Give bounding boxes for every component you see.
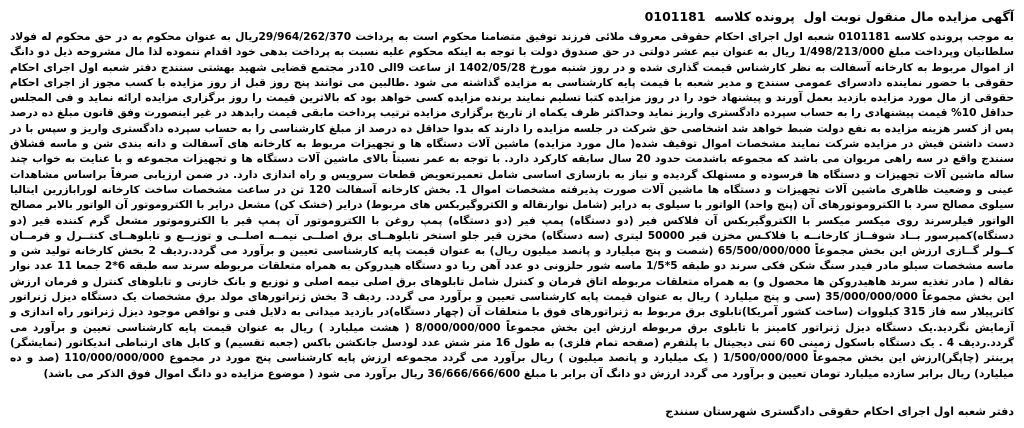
notice-title: آگهی مزایده مال منقول نوبت اول xyxy=(803,9,1014,24)
notice-title-line xyxy=(10,8,1014,26)
file-label: پرونده کلاسه xyxy=(714,9,795,24)
notice-signature: دفتر شعبه اول اجرای احکام حقوقی دادگستری شهرستان سنندج xyxy=(665,405,1014,418)
notice-body: به موجب پرونده کلاسه 0101181 شعبه اول اجرای احکام حقوقی معروف ملائی فرزند توفیق متضامنا محکوم است به پرداخت 29/964/262/370ریال به عنوان محکوم به در حق محکوم له فولاد سلطانیان وپرداخت مبلغ 1/498/213/000 ریال به عنوان نیم عشر دولتی در حق صندوق دولت با توجه به اینکه محکوم علیه نسبت به پرداخت بدهی خود اقدام ننموده لذا مال مشروحه ذیل دو دانگ از اموال مربوط به کارخانه آسفالت به نظر کارشناس قیمت گذاری شده و در روز شنبه مورخ 1402/05/28 از ساعت 9الی 10در مجتمع قضایی شهید بهشتی سنندج دفتر شعبه اول اجرای احکام حقوقی با حضور نماینده دادسرای عمومی سنندج و مدیر شعبه با قیمت پایه کارشناسی به مزایده گذاشته می شود .طالبین می توانند پنج روز قبل از روز مزایده با کسب مجوز از اجرای احکام حقوقی از مال مورد مزایده بازدید بعمل آورند و پیشنهاد خود را در روز مزایده کتبا تسلیم نمایند برنده مزایده کسی خواهد بود که بالاترین قیمت را روز برگزاری مزایده ارائه نماید و فی المجلس حداقل 10% قیمت پیشنهادی را به حساب سپرده دادگستری واریز نماید وحداکثر ظرف یکماه از تاریخ برگزاری مزایده ترتیب پرداخت مابقی قیمت رابدهد در غیر اینصورت وفق قانون مبلغ ده درصد پس از کسر هزینه مزایده به نفع دولت ضبط خواهد شد اشخاصی حق شرکت در جلسه مزایده را دارند که بدوا حداقل ده درصد از مبلغ کارشناسی را به حساب سپرده دادگستری واریز و سپس با در دست داشتن فیش در مزایده شرکت نمایند مشخصات اموال توقیف شده( مال مورد مزایده) ماشین آلات دستگاه ها و تجهیزات مربوط به کارخانه های آسفالت و دانه بندی شن و ماسه قشلاق سنندج واقع در سه راهی مریوان می باشد که مجموعه باشدمت حدود 20 سال سابقه کارکرد دارد. با توجه به عمر نسبتاً بالای ماشین آلات دستگاه ها و تجهیزات مجموعه و با عنایت به خواب چند ساله ماشین آلات تجهیزات و دستگاه ها فرسوده و مستهلک گردیده و نیاز به بازسازی اساسی شامل تعمیرتعویض قطعات سرویس و راه اندازی دارد. در ضمن ارزیابی صرفاً براساس مشاهدات عینی و وضعیت ظاهری ماشین آلات تجهیزات و دستگاه ها ماشین آلات صورت پذیرفته مشخصات اموال 1. بخش کارخانه آسفالت 120 تن در ساعت مشخصات ساخت کارخانه لورابازرین ایتالیا سیلوی مصالح سرد با الکتروموتورهای آن (پنج واحد) الواتور با سیلوی به درایر (شامل نوارنقاله و الکتروگیربکس های مربوط) درایر (خشک کن) مشعل درایر با الکتروموتور آن الواتور بالابر مصالح الواتور فیلرسرند روی میکسر میکسر با الکتروگیربکس آن فلاکس فیر (دو دستگاه) پمپ فیر (دو دستگاه) پمپ روغن با الکتروموتور آن پمپ قیر با الکتروموتور مشعل گرم کننده قیر (دو دستگاه)کمپرسور بــاد شوفــاژ کارخانــه با فلاکـس مخزن قیر 50000 لیتری (سه دستگاه) مخزن قیر جلو استخر تابلوهــای برق اصلــی نیمــه اصلــی و توزیــع و تابلوهــای کنتــرل و فرمــان کــولر گــازی ارزش این بخش مجموعاً 65/500/000/000 (شصت و پنج میلیارد و پانصد میلیون ریال) به عنوان قیمت پایه کارشناسی تعیین و برآورد می گردد.ردیف 2 بخش کارخانه تولید شن و ماسه مشخصات سیلو مادر فیدر سنگ شکن فکی سرند دو طبقه 5*1/5 ماسه شور حلزونی دو عدد آهن ربا دو دستگاه هیدروکن به همراه متعلقات مربوطه سرند سه طبقه 6*2 جمعا 11 عدد نوار نقاله ( مادر تغذیه سرند هاهیدروکن ها محصول و) به همراه متعلقات مربوطه اتاق فرمان و کنترل شامل تابلوهای برق اصلی نیمه اصلی و توزیع و بانک خازنی و تابلوهای کنترل و فرمان ارزش این بخش مجموعاً 35/000/000/000 (سی و پنج میلیارد ) ریال به عنوان قیمت پایه کارشناسی تعیین و برآورد می گردد. ردیف 3 بخش ژنراتورهای مولد برق مشخصات یک دستگاه دیزل ژنراتور کاترپیلار سه فاز 315 کیلووات (ساخت کشور آمریکا)تابلوی برق مربوط به ژنراتورهای فوق با متعلقات آن (چهار دستگاه)در بازدید میدانی به دلایل فنی و نواقص موجود دیزل ژنراتور راه اندازی و آزمایش نگردید.یک دستگاه دیزل ژنراتور کامینز با تابلوی برق مربوطه ارزش این بخش مجموعاً 8/000/000/000 ( هشت میلیارد ) ریال به عنوان قیمت پایه کارشناسی تعیین و برآورد می گردد.ردیف 4 . یک دستگاه باسکول زمینی 60 تنی دیجیتال با پلتفرم (صفحه تمام فلزی) به طول 16 متر شش عدد لودسل جانکشن باکس (جعبه تقسیم) و کابل های ارتباطی اندیکاتور (نمایشگر) پرینتر (چاپگر)ارزش این بخش مجموعاً 1/500/000/000 ( یک میلیارد و پانصد میلیون ) ریال برآورد می گردد مجموعه ارزش پایه کارشناسی پنج مورد در مجموع 110/000/000/000 (صد و ده میلیارد) ریال برابر سازده میلیارد تومان تعیین و برآورد می گردد ارزش دو دانگ آن برابر با مبلغ 36/666/666/600 ریال برآورد می شود ( موضوع مزایده دو دانگ اموال فوق الذکر می باشد) xyxy=(10,31,1015,380)
file-number: 0101181 xyxy=(644,9,706,24)
